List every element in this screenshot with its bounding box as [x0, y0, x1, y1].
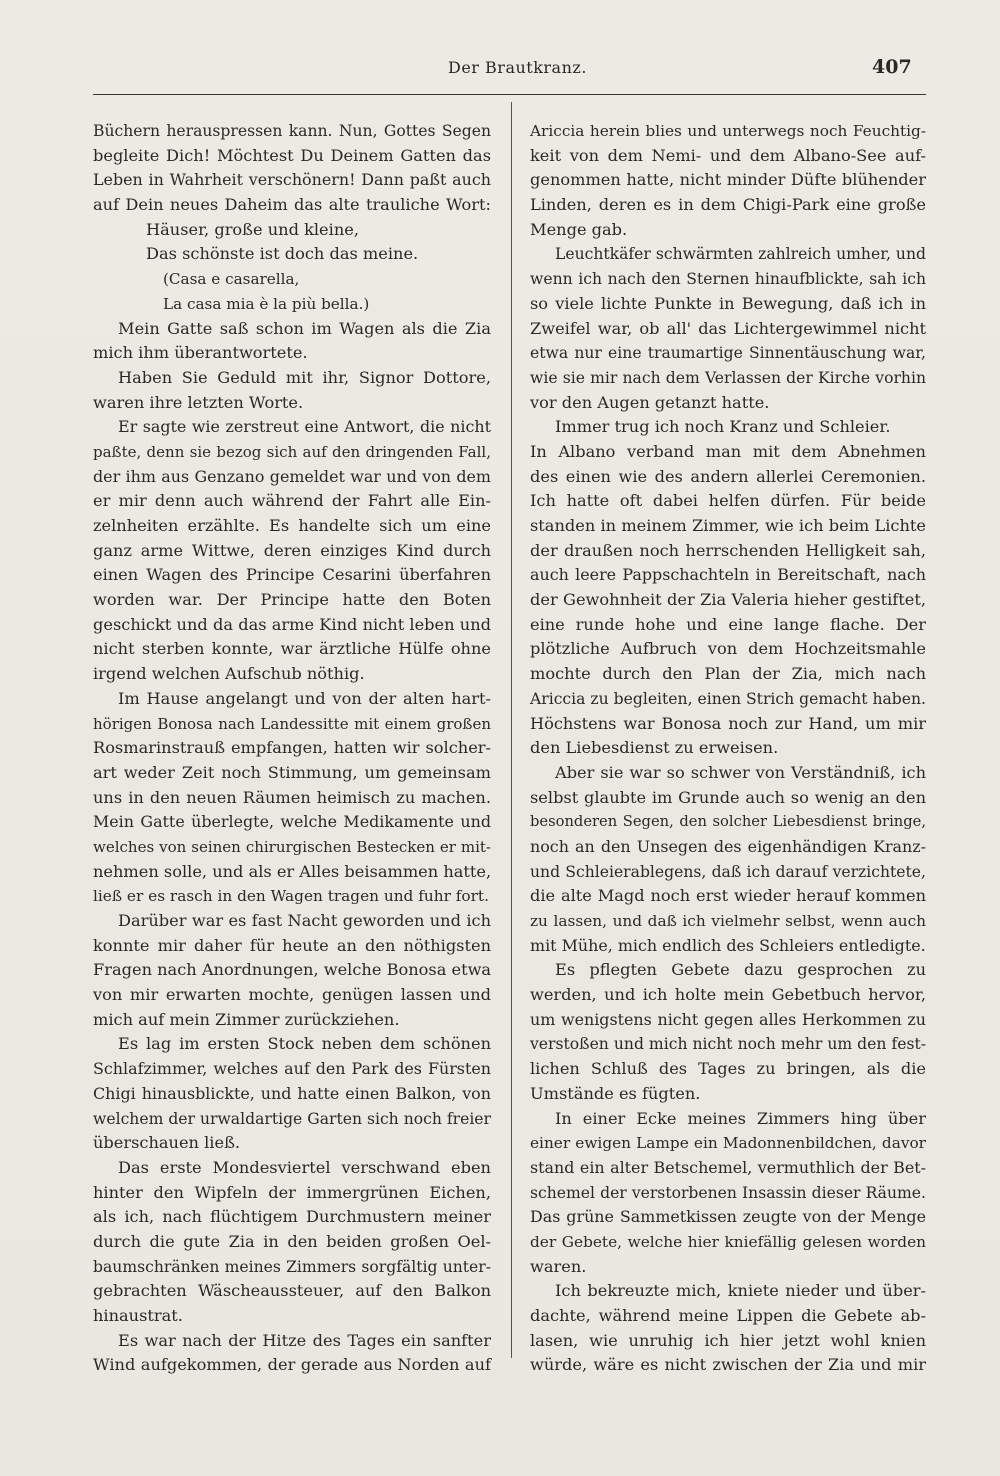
- text-line: Fragen nach Anordnungen, welche Bonosa etwa: [93, 960, 492, 980]
- text-line: durch die gute Zia in den beiden großen Oel-: [93, 1231, 491, 1251]
- text-line: irgend welchen Aufschub nöthig.: [93, 664, 365, 684]
- text-line: würde, wäre es nicht zwischen der Zia und mir: [530, 1355, 926, 1375]
- text-line: auf Dein neues Daheim das alte trauliche Wort:: [93, 195, 491, 215]
- text-line: stand ein alter Betschemel, vermuthlich der Bet-: [530, 1157, 926, 1177]
- text-line: In Albano verband man mit dem Abnehmen: [530, 441, 926, 461]
- text-line: lasen, wie unruhig ich hier jetzt wohl knien: [530, 1330, 926, 1350]
- text-line: worden war. Der Principe hatte den Boten: [93, 590, 491, 610]
- text-line: art weder Zeit noch Stimmung, um gemeinsam: [93, 762, 491, 782]
- text-line: schemel der verstorbenen Insassin dieser Räume.: [530, 1183, 926, 1202]
- text-line: mich auf mein Zimmer zurückziehen.: [93, 1009, 400, 1029]
- text-line: begleite Dich! Möchtest Du Deinem Gatten das: [93, 145, 491, 165]
- text-line: Leben in Wahrheit verschönern! Dann paßt auch: [93, 170, 491, 190]
- text-line: waren ihre letzten Worte.: [93, 392, 304, 412]
- text-line: Darüber war es fast Nacht geworden und ich: [118, 911, 491, 930]
- text-line: Im Hause angelangt und von der alten hart-: [118, 688, 491, 708]
- text-line: Er sagte wie zerstreut eine Antwort, die nicht: [118, 417, 491, 437]
- text-line: der Gewohnheit der Zia Valeria hieher gestiftet,: [530, 590, 926, 610]
- text-line: der ihm aus Genzano gemeldet war und von dem: [93, 466, 491, 486]
- text-line: nehmen solle, und als er Alles beisammen hatte,: [93, 861, 492, 881]
- text-line: genommen hatte, nicht minder Düfte blühender: [530, 170, 926, 190]
- text-line: keit von dem Nemi- und dem Albano-See auf-: [530, 145, 926, 165]
- text-line: Es lag im ersten Stock neben dem schönen: [118, 1034, 491, 1054]
- text-line: Linden, deren es in dem Chigi-Park eine große: [530, 195, 926, 215]
- text-line: selbst glaubte im Grunde auch so wenig an den: [530, 787, 926, 807]
- running-head: Der Brautkranz.: [448, 58, 587, 77]
- text-line: Büchern herauspressen kann. Nun, Gottes Segen: [93, 122, 491, 140]
- text-line: Schlafzimmer, welches auf den Park des Fürsten: [93, 1059, 491, 1079]
- text-line: baumschränken meines Zimmers sorgfältig unter-: [93, 1257, 491, 1276]
- verse-line: (Casa e casarella,: [163, 270, 300, 289]
- text-line: von mir erwarten mochte, genügen lassen und: [93, 985, 491, 1005]
- text-line: Immer trug ich noch Kranz und Schleier.: [555, 417, 891, 437]
- text-line: vor den Augen getanzt hatte.: [530, 392, 770, 412]
- text-line: mich ihm überantwortete.: [93, 343, 308, 363]
- text-line: Mein Gatte saß schon im Wagen als die Zia: [118, 318, 491, 338]
- text-line: waren.: [530, 1256, 587, 1276]
- text-line: verstoßen und mich nicht noch mehr um den fest-: [530, 1035, 926, 1054]
- text-line: Ich hatte oft dabei helfen dürfen. Für beide: [530, 491, 926, 511]
- text-line: die alte Magd noch erst wieder herauf kommen: [530, 886, 926, 906]
- text-line: so viele lichte Punkte in Bewegung, daß ich in: [530, 293, 926, 313]
- text-line: als ich, nach flüchtigem Durchmustern meiner: [93, 1207, 491, 1227]
- text-line: Ariccia zu begleiten, einen Strich gemacht haben.: [530, 689, 926, 708]
- text-line: Zweifel war, ob all' das Lichtergewimmel nicht: [530, 318, 926, 338]
- text-line: hörigen Bonosa nach Landessitte mit einem großen: [93, 714, 491, 733]
- text-line: Das erste Mondesviertel verschwand eben: [118, 1157, 491, 1177]
- text-line: welches von seinen chirurgischen Bestecken er mit-: [93, 837, 491, 856]
- text-line: lichen Schluß des Tages zu bringen, als die: [530, 1059, 926, 1079]
- text-line: mochte durch den Plan der Zia, mich nach: [530, 664, 926, 684]
- text-line: überschauen ließ.: [93, 1133, 241, 1153]
- text-line: des einen wie des andern allerlei Ceremonien.: [530, 466, 926, 486]
- text-line: der Gebete, welche hier kniefällig gelesen worden: [530, 1232, 926, 1251]
- text-line: den Liebesdienst zu erweisen.: [530, 738, 779, 758]
- text-line: einen Wagen des Principe Cesarini überfahren: [93, 565, 491, 585]
- text-line: plötzliche Aufbruch von dem Hochzeitsmahle: [530, 639, 926, 659]
- text-line: wie sie mir nach dem Verlassen der Kirche vorhin: [530, 368, 926, 387]
- text-line: Ich bekreuzte mich, kniete nieder und über-: [555, 1281, 926, 1301]
- text-line: standen in meinem Zimmer, wie ich beim Lichte: [530, 516, 926, 535]
- text-line: nicht sterben konnte, war ärztliche Hülfe ohne: [93, 639, 491, 659]
- text-line: geschickt und da das arme Kind nicht leben und: [93, 614, 491, 634]
- text-line: Umstände es fügten.: [530, 1083, 701, 1103]
- text-line: hinaustrat.: [93, 1306, 183, 1325]
- text-line: In einer Ecke meines Zimmers hing über: [555, 1108, 926, 1128]
- text-line: eine runde hohe und eine lange flache. Der: [530, 614, 926, 634]
- right-column: [530, 119, 926, 1378]
- text-line: besonderen Segen, den solcher Liebesdienst bringe,: [530, 813, 926, 831]
- text-line: zelnheiten erzählte. Es handelte sich um eine: [93, 516, 491, 535]
- text-line: paßte, denn sie bezog sich auf den dringenden Fall,: [93, 442, 491, 461]
- text-line: um wenigstens nicht gegen alles Herkommen zu: [530, 1009, 926, 1029]
- column-divider: [511, 102, 512, 1358]
- text-line: Es pflegten Gebete dazu gesprochen zu: [555, 960, 926, 980]
- text-line: Menge gab.: [530, 219, 628, 239]
- text-line: Es war nach der Hitze des Tages ein sanfter: [118, 1330, 491, 1350]
- text-line: ganz arme Wittwe, deren einziges Kind durch: [93, 540, 491, 560]
- text-line: Leuchtkäfer schwärmten zahlreich umher, und: [555, 245, 926, 264]
- text-line: er mir denn auch während der Fahrt alle Ein-: [93, 491, 491, 511]
- text-line: noch an den Unsegen des eigenhändigen Kranz-: [530, 836, 926, 856]
- text-line: zu lassen, und daß ich vielmehr selbst, wenn auch: [530, 912, 926, 930]
- text-line: Wind aufgekommen, der gerade aus Norden auf: [93, 1355, 491, 1375]
- text-line: hinter den Wipfeln der immergrünen Eichen,: [93, 1182, 491, 1202]
- text-line: mit Mühe, mich endlich des Schleiers entledigte.: [530, 935, 926, 955]
- text-line: gebrachten Wäscheaussteuer, auf den Balkon: [93, 1281, 491, 1301]
- text-line: Aber sie war so schwer von Verständniß, ich: [555, 762, 926, 782]
- text-line: welchem der urwaldartige Garten sich noch freier: [93, 1109, 491, 1128]
- text-line: Das grüne Sammetkissen zeugte von der Menge: [530, 1207, 926, 1227]
- text-line: konnte mir daher für heute an den nöthigsten: [93, 935, 491, 955]
- verse-line: La casa mia è la più bella.): [163, 294, 370, 313]
- text-line: ließ er es rasch in den Wagen tragen und fuhr fort.: [93, 887, 489, 906]
- text-line: Mein Gatte überlegte, welche Medikamente und: [93, 812, 491, 832]
- text-line: uns in den neuen Räumen heimisch zu machen.: [93, 787, 491, 807]
- text-line: dachte, während meine Lippen die Gebete ab-: [530, 1306, 926, 1325]
- text-line: der draußen noch herrschenden Helligkeit sah,: [530, 540, 926, 560]
- text-line: wenn ich nach den Sternen hinaufblickte, sah ich: [530, 270, 926, 289]
- text-line: einer ewigen Lampe ein Madonnenbildchen, davor: [530, 1134, 926, 1153]
- left-column: [93, 119, 491, 1378]
- text-line: auch leere Pappschachteln in Bereitschaft, nach: [530, 565, 926, 585]
- text-line: Höchstens war Bonosa noch zur Hand, um mir: [530, 713, 926, 733]
- header-rule: [93, 94, 926, 95]
- text-line: etwa nur eine traumartige Sinnentäuschung war,: [530, 344, 926, 363]
- text-line: werden, und ich holte mein Gebetbuch hervor,: [530, 985, 926, 1005]
- verse-line: Häuser, große und kleine,: [146, 219, 359, 239]
- text-line: Haben Sie Geduld mit ihr, Signor Dottore,: [118, 367, 491, 387]
- text-line: Chigi hinausblickte, und hatte einen Balkon, von: [93, 1083, 491, 1103]
- text-line: und Schleierablegens, daß ich darauf verzichtete,: [530, 862, 926, 881]
- text-line: Rosmarinstrauß empfangen, hatten wir solcher-: [93, 738, 491, 758]
- verse-line: Das schönste ist doch das meine.: [146, 244, 419, 264]
- text-line: Ariccia herein blies und unterwegs noch Feuchtig-: [530, 122, 926, 140]
- page-number: 407: [872, 56, 912, 78]
